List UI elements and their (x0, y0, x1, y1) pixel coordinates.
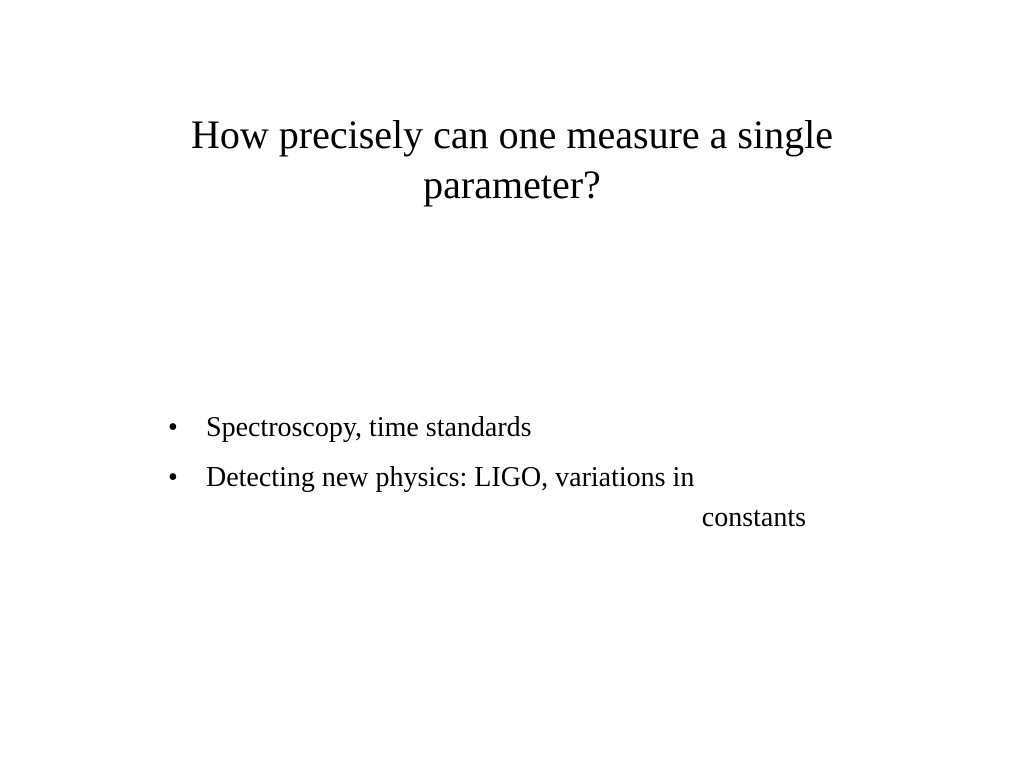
bullet-list (168, 408, 828, 548)
slide-title-line-2: parameter? (423, 162, 601, 207)
slide-title-line-1: How precisely can one measure a single (191, 112, 833, 157)
bullet-icon: • (168, 462, 178, 493)
bullet-text-continuation: constants (701, 502, 806, 533)
bullet-text: Spectroscopy, time standards (206, 412, 532, 443)
bullet-item-new-physics (168, 458, 828, 538)
slide-title (100, 110, 924, 210)
bullet-icon: • (168, 412, 178, 443)
bullet-text: Detecting new physics: LIGO, variations in (206, 462, 695, 493)
bullet-item-spectroscopy (168, 408, 828, 448)
